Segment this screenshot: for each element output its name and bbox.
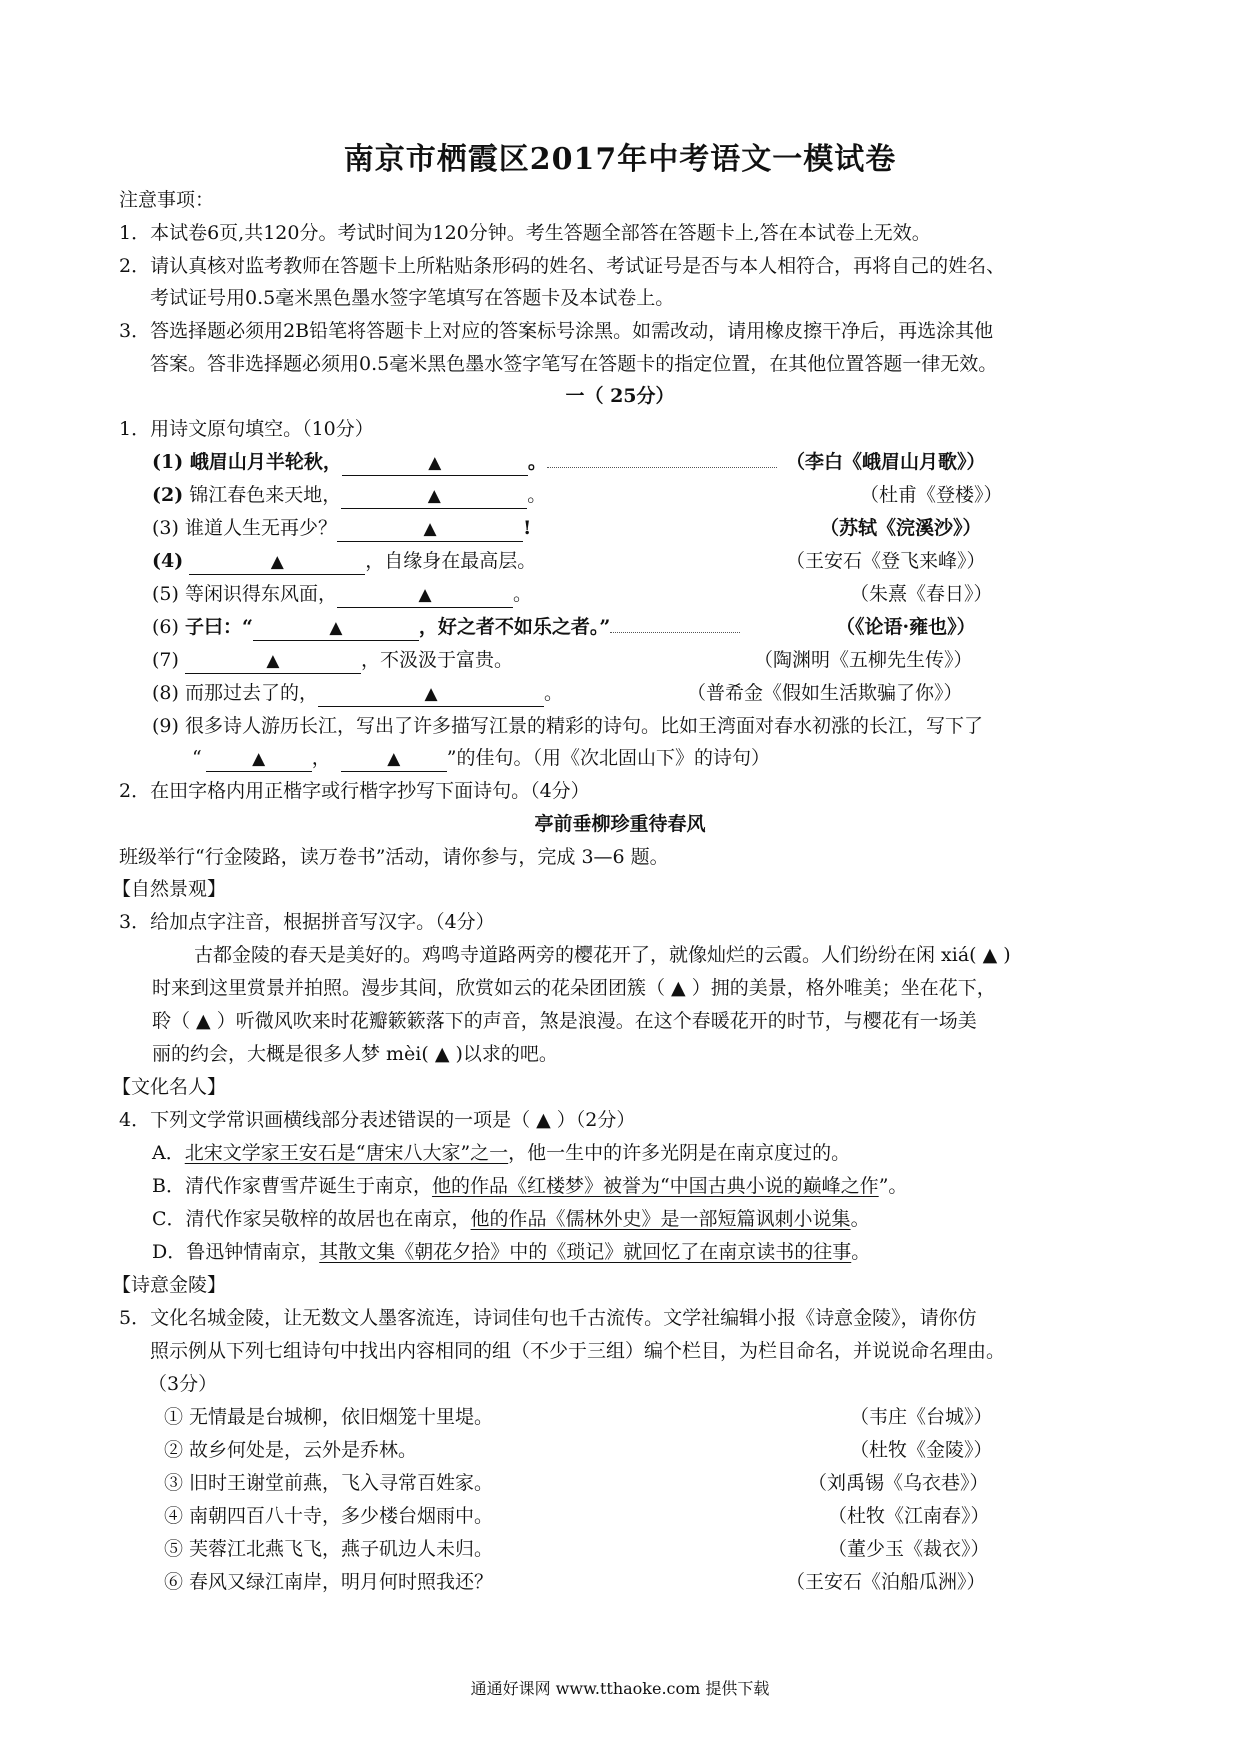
q4-option-c[interactable] bbox=[152, 1207, 870, 1231]
section-poetic: 【诗意金陵】 bbox=[112, 1274, 227, 1296]
underlined-text: 其散文集《朝花夕拾》中的《琐记》就回忆了在南京读书的往事 bbox=[319, 1241, 852, 1263]
q5-source-6: （王安石《泊船瓜洲》） bbox=[786, 1571, 986, 1593]
q1-source-5: （朱熹《春日》） bbox=[850, 583, 993, 605]
q5-stem-line-1: 5．文化名城金陵，让无数文人墨客流连，诗词佳句也千古流传。文学社编辑小报《诗意金陵》，请你仿 bbox=[119, 1307, 977, 1329]
answer-blank[interactable] bbox=[253, 615, 419, 641]
item-post: 。 bbox=[512, 583, 532, 605]
q5-stem-line-2: 照示例从下列七组诗句中找出内容相同的组（不少于三组）编个栏目，为栏目命名，并说说命名理由。 bbox=[150, 1340, 1006, 1362]
notice-item-2: 2．请认真核对监考教师在答题卡上所粘贴条形码的姓名、考试证号是否与本人相符合，再将自己的姓名、 bbox=[119, 255, 1006, 277]
q1-item-9-line2 bbox=[192, 746, 770, 772]
item-post: ! bbox=[522, 517, 532, 539]
triangle-marker: ▲ bbox=[252, 749, 266, 769]
item-num: (6) bbox=[152, 616, 179, 638]
dotted-leader bbox=[610, 622, 740, 633]
answer-blank[interactable] bbox=[341, 746, 447, 772]
open-quote: “ bbox=[192, 747, 202, 769]
answer-blank[interactable] bbox=[337, 582, 513, 608]
notice-item-2-cont: 考试证号用0.5毫米黑色墨水签字笔填写在答题卡及本试卷上。 bbox=[150, 287, 675, 309]
q5-source-3: （刘禹锡《乌衣巷》） bbox=[808, 1472, 989, 1494]
q2-poem: 亭前垂柳珍重待春风 bbox=[534, 813, 706, 835]
option-text: 。 bbox=[850, 1208, 870, 1230]
item-post: ，不汲汲于富贵。 bbox=[360, 649, 513, 671]
option-text: ”。 bbox=[878, 1175, 908, 1197]
item-pre: 峨眉山月半轮秋， bbox=[189, 451, 342, 473]
item-num: (7) bbox=[152, 649, 179, 671]
item-num: (4) bbox=[152, 550, 184, 572]
triangle-marker: ▲ bbox=[424, 684, 438, 704]
item-pre: 谁道人生无再少？ bbox=[184, 517, 337, 539]
q1-source-1: （李白《峨眉山月歌》） bbox=[786, 451, 986, 473]
q5-poem-6: ⑥ 春风又绿江南岸，明月何时照我还？ bbox=[164, 1571, 494, 1593]
q5-poem-3: ③ 旧时王谢堂前燕，飞入寻常百姓家。 bbox=[164, 1472, 494, 1494]
q4-option-d[interactable] bbox=[152, 1240, 870, 1264]
notice-heading: 注意事项： bbox=[119, 189, 215, 211]
answer-blank[interactable] bbox=[318, 681, 544, 707]
item-num: (2) bbox=[152, 484, 184, 506]
q4-option-b[interactable] bbox=[152, 1174, 907, 1198]
notice-item-1: 1．本试卷6页,共120分。考试时间为120分钟。考生答题全部答在答题卡上,答在本试卷上无效。 bbox=[119, 222, 931, 244]
item-pre: 锦江春色来天地， bbox=[189, 484, 342, 506]
q1-item-8 bbox=[152, 681, 563, 707]
q3-passage-line-4: 丽的约会，大概是很多人梦 mèi( ▲ )以求的吧。 bbox=[152, 1043, 558, 1065]
q5-poem-1: ① 无情最是台城柳，依旧烟笼十里堤。 bbox=[164, 1406, 494, 1428]
section-culture: 【文化名人】 bbox=[112, 1076, 227, 1098]
q1-source-7: （陶渊明《五柳先生传》） bbox=[754, 649, 973, 671]
q3-stem: 3．给加点字注音，根据拼音写汉字。（4分） bbox=[119, 911, 495, 933]
item-post: 。 bbox=[527, 451, 547, 473]
item-num: (8) bbox=[152, 682, 179, 704]
q5-source-1: （韦庄《台城》） bbox=[850, 1406, 993, 1428]
underlined-text: 北宋文学家王安石是“唐宋八大家”之一 bbox=[184, 1142, 509, 1164]
q1-item-5 bbox=[152, 582, 532, 608]
item-post: ，自缘身在最高层。 bbox=[365, 550, 537, 572]
q5-source-4: （杜牧《江南春》） bbox=[828, 1505, 990, 1527]
q5-poem-4: ④ 南朝四百八十寺，多少楼台烟雨中。 bbox=[164, 1505, 494, 1527]
q5-source-5: （董少玉《裁衣》） bbox=[828, 1538, 990, 1560]
q1-item-7 bbox=[152, 648, 513, 674]
q1-item-4 bbox=[152, 549, 536, 575]
notice-item-3: 3．答选择题必须用2B铅笔将答题卡上对应的答案标号涂黑。如需改动，请用橡皮擦干净后，再选涂其他 bbox=[119, 320, 994, 342]
item-post: 。 bbox=[543, 682, 563, 704]
answer-blank[interactable] bbox=[342, 450, 528, 476]
q1-source-4: （王安石《登飞来峰》） bbox=[786, 550, 986, 572]
q3-passage-line-2: 时来到这里赏景并拍照。漫步其间，欣赏如云的花朵团团簇（ ▲ ）拥的美景，格外唯美；坐在花下， bbox=[152, 977, 996, 999]
q2-stem: 2．在田字格内用正楷字或行楷字抄写下面诗句。（4分） bbox=[119, 780, 590, 802]
q1-item-6 bbox=[152, 615, 740, 641]
answer-blank[interactable] bbox=[185, 648, 361, 674]
q1-item-1 bbox=[152, 450, 777, 476]
item-post: ，好之者不如乐之者。” bbox=[418, 616, 611, 638]
triangle-marker: ▲ bbox=[428, 453, 442, 473]
underlined-text: 他的作品《儒林外史》是一部短篇讽刺小说集 bbox=[470, 1208, 851, 1230]
q1-item-2 bbox=[152, 483, 546, 509]
option-text: 。 bbox=[851, 1241, 871, 1263]
notice-item-3-cont: 答案。答非选择题必须用0.5毫米黑色墨水签字笔写在答题卡的指定位置，在其他位置答题一律无效。 bbox=[150, 353, 998, 375]
q1-stem: 1．用诗文原句填空。（10分） bbox=[119, 418, 374, 440]
page-footer: 通通好课网 www.tthaoke.com 提供下载 bbox=[470, 1679, 770, 1698]
section-nature: 【自然景观】 bbox=[112, 878, 227, 900]
q1-item-3 bbox=[152, 516, 531, 542]
q3-passage-line-1: 古都金陵的春天是美好的。鸡鸣寺道路两旁的樱花开了，就像灿烂的云霞。人们纷纷在闲 xiá( ▲ ) bbox=[194, 944, 1011, 966]
triangle-marker: ▲ bbox=[266, 651, 280, 671]
item-num: (3) bbox=[152, 517, 179, 539]
q5-poem-5: ⑤ 芙蓉江北燕飞飞，燕子矶边人未归。 bbox=[164, 1538, 494, 1560]
item-num: (1) bbox=[152, 451, 184, 473]
triangle-marker: ▲ bbox=[427, 486, 441, 506]
q5-poem-2: ② 故乡何处是，云外是乔林。 bbox=[164, 1439, 418, 1461]
option-label: A． bbox=[152, 1142, 185, 1164]
option-text: D．鲁迅钟情南京， bbox=[152, 1241, 320, 1263]
comma: ， bbox=[311, 747, 331, 769]
triangle-marker: ▲ bbox=[387, 749, 401, 769]
q1-source-8: （普希金《假如生活欺骗了你》） bbox=[687, 682, 963, 704]
triangle-marker: ▲ bbox=[418, 585, 432, 605]
item-pre: 而那过去了的， bbox=[184, 682, 318, 704]
page-title: 南京市栖霞区2017年中考语文一模试卷 bbox=[343, 142, 897, 177]
option-text: ，他一生中的许多光阴是在南京度过的。 bbox=[508, 1142, 851, 1164]
section-one-heading: 一（ 25分） bbox=[565, 385, 675, 407]
item-post: 。 bbox=[527, 484, 547, 506]
answer-blank[interactable] bbox=[337, 516, 523, 542]
q1-source-6: （《论语·雍也》） bbox=[836, 616, 976, 638]
option-text: B．清代作家曹雪芹诞生于南京， bbox=[152, 1175, 432, 1197]
triangle-marker: ▲ bbox=[270, 552, 284, 572]
q4-stem: 4．下列文学常识画横线部分表述错误的一项是（ ▲ ）（2分） bbox=[119, 1109, 636, 1131]
item-pre: 子曰：“ bbox=[184, 616, 253, 638]
q4-option-a[interactable] bbox=[152, 1141, 850, 1165]
answer-blank[interactable] bbox=[206, 746, 312, 772]
q1-item-9-line1: (9) 很多诗人游历长江，写出了许多描写江景的精彩的诗句。比如王湾面对春水初涨的长江，写下了 bbox=[152, 715, 983, 737]
dotted-leader bbox=[547, 457, 777, 468]
option-text: C．清代作家吴敬梓的故居也在南京， bbox=[152, 1208, 471, 1230]
item-pre: 等闲识得东风面， bbox=[184, 583, 337, 605]
q1-source-3: （苏轼《浣溪沙》） bbox=[820, 517, 982, 539]
activity-intro: 班级举行“行金陵路，读万卷书”活动，请你参与，完成 3—6 题。 bbox=[119, 846, 669, 868]
item-num: (5) bbox=[152, 583, 179, 605]
underlined-text: 他的作品《红楼梦》被誉为“中国古典小说的巅峰之作 bbox=[431, 1175, 879, 1197]
triangle-marker: ▲ bbox=[423, 519, 437, 539]
q3-passage-line-3: 聆（ ▲ ）听微风吹来时花瓣簌簌落下的声音，煞是浪漫。在这个春暖花开的时节，与樱花有一场美 bbox=[152, 1010, 977, 1032]
q1-source-2: （杜甫《登楼》） bbox=[860, 484, 1003, 506]
q5-stem-line-3: （3分） bbox=[148, 1373, 218, 1395]
item9-rest: ”的佳句。（用《次北固山下》的诗句） bbox=[446, 747, 770, 769]
triangle-marker: ▲ bbox=[329, 618, 343, 638]
answer-blank[interactable] bbox=[341, 483, 527, 509]
q5-source-2: （杜牧《金陵》） bbox=[850, 1439, 993, 1461]
answer-blank[interactable] bbox=[189, 549, 365, 575]
